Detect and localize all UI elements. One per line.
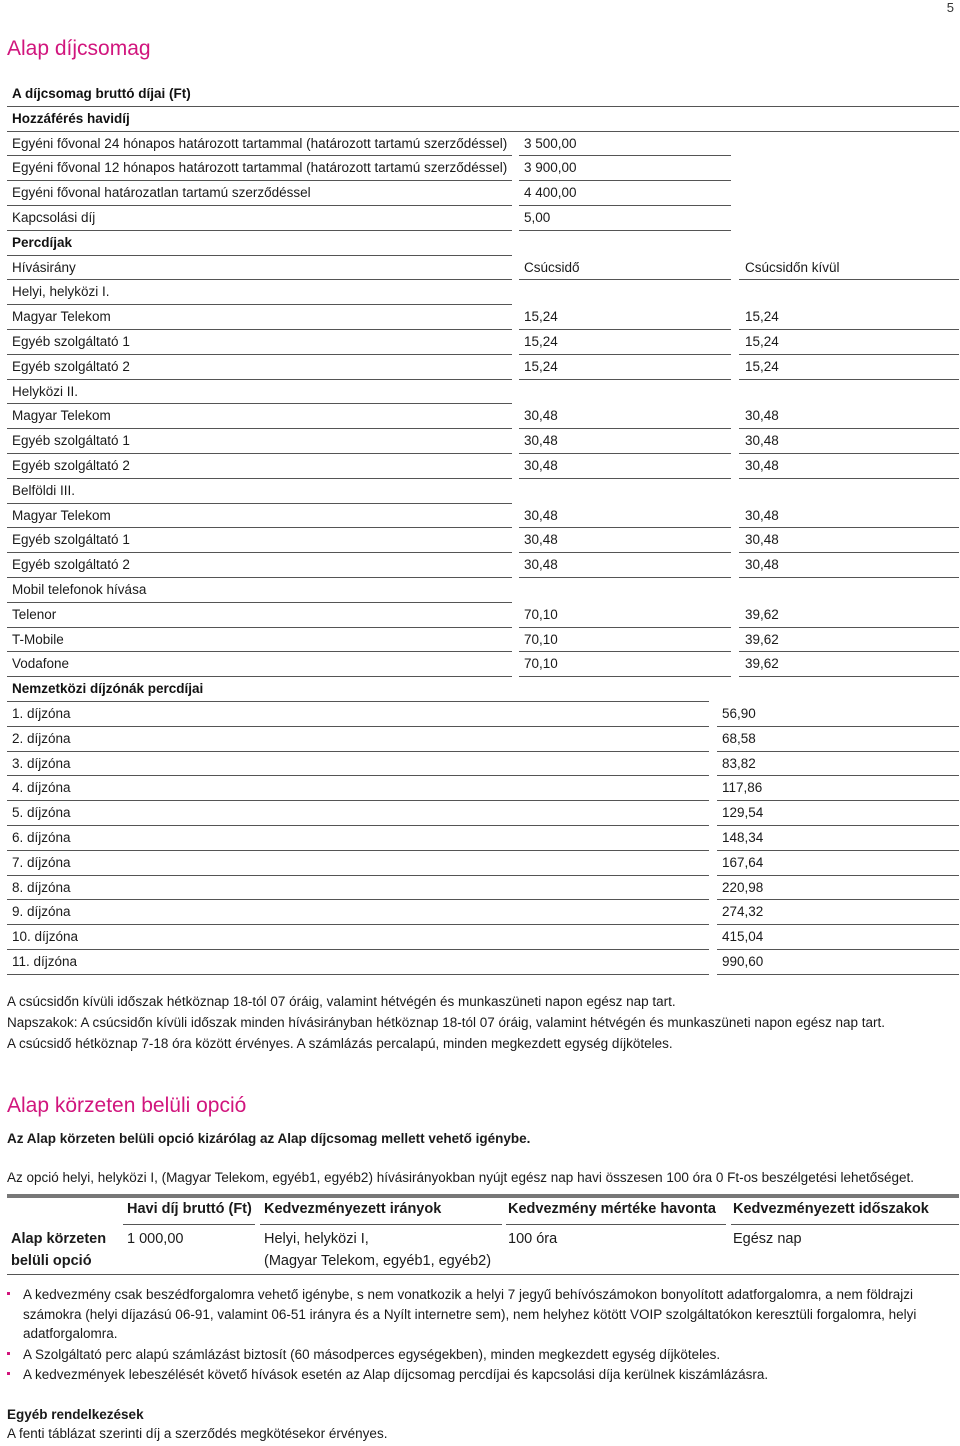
row-value: 3 900,00 bbox=[524, 160, 577, 176]
note-2: Napszakok: A csúcsidőn kívüli időszak minden hívásirányban hétköznap 18-tól 07 óráig, valamint hétvégén és munkaszüneti napon egész nap tart. bbox=[7, 1015, 886, 1030]
notes bbox=[7, 991, 952, 1054]
zone-row bbox=[7, 925, 959, 950]
option-header-directions: Kedvezményezett irányok bbox=[264, 1201, 442, 1217]
group-header-row bbox=[7, 578, 959, 603]
option-amount: 100 óra bbox=[508, 1231, 558, 1247]
zone-value: 220,98 bbox=[722, 879, 764, 895]
group-title: Mobil telefonok hívása bbox=[12, 581, 147, 597]
table-row bbox=[7, 181, 959, 206]
row-label: Vodafone bbox=[12, 656, 70, 672]
price-table bbox=[7, 82, 959, 975]
zone-label: 10. díjzóna bbox=[12, 929, 79, 945]
zone-row bbox=[7, 900, 959, 925]
offpeak-label: Csúcsidőn kívül bbox=[745, 259, 840, 275]
option-header-fee: Havi díj bruttó (Ft) bbox=[127, 1201, 252, 1217]
peak-value: 30,48 bbox=[524, 457, 558, 473]
bullet-item: A kedvezmény csak beszédforgalomra vehető igénybe, s nem vonatkozik a helyi 7 jegyű behívószámokon bonyolított adatforgalomra, a nem földrajzi számokra (helyi díjazású 06-91, valamint 06-51 irányra és a Nyílt internetre sem), nem helyhez kötött VOIP szolgáltatókon keresztüli forgalomra, helyi adatforgalomra. bbox=[7, 1285, 952, 1344]
zone-value: 167,64 bbox=[722, 854, 764, 870]
table-row bbox=[7, 330, 959, 355]
peak-value: 30,48 bbox=[524, 433, 558, 449]
access-rows bbox=[7, 132, 959, 231]
zone-rows bbox=[7, 702, 959, 975]
option-row-label-1: Alap körzeten bbox=[11, 1231, 107, 1247]
zone-label: 8. díjzóna bbox=[12, 879, 71, 895]
zone-row bbox=[7, 727, 959, 752]
zone-value: 117,86 bbox=[722, 780, 763, 796]
table-row bbox=[7, 603, 959, 628]
zone-value: 56,90 bbox=[722, 705, 756, 721]
option-period: Egész nap bbox=[733, 1231, 802, 1247]
row-label: Magyar Telekom bbox=[12, 507, 111, 523]
zone-value: 274,32 bbox=[722, 904, 764, 920]
row-label: Egyéni fővonal 12 hónapos határozott tartammal (határozott tartamú szerződéssel) bbox=[12, 160, 508, 176]
table-row bbox=[7, 206, 959, 231]
zone-label: 6. díjzóna bbox=[12, 829, 71, 845]
minute-header-row bbox=[7, 231, 959, 256]
page-number: 5 bbox=[946, 0, 954, 15]
row-value: 3 500,00 bbox=[524, 135, 577, 151]
row-label: Egyéb szolgáltató 2 bbox=[12, 358, 130, 374]
row-label: Egyéni fővonal 24 hónapos határozott tartammal (határozott tartamú szerződéssel) bbox=[12, 135, 508, 151]
row-label: Egyéb szolgáltató 1 bbox=[12, 532, 130, 548]
intl-header: Nemzetközi díjzónák percdíjai bbox=[12, 681, 204, 697]
row-label: Magyar Telekom bbox=[12, 309, 111, 325]
group-header-row bbox=[7, 479, 959, 504]
peak-value: 15,24 bbox=[524, 309, 558, 325]
table-row bbox=[7, 132, 959, 157]
peak-value: 30,48 bbox=[524, 408, 558, 424]
zone-value: 129,54 bbox=[722, 805, 764, 821]
zone-label: 4. díjzóna bbox=[12, 780, 71, 796]
zone-label: 5. díjzóna bbox=[12, 805, 71, 821]
offpeak-value: 30,48 bbox=[745, 532, 779, 548]
group-title: Helyi, helyközi I. bbox=[12, 284, 110, 300]
group-header-row bbox=[7, 380, 959, 405]
peak-value: 15,24 bbox=[524, 358, 558, 374]
offpeak-value: 15,24 bbox=[745, 333, 779, 349]
option-table-top-bar bbox=[7, 1194, 959, 1198]
row-label: Egyéni fővonal határozatlan tartamú szerződéssel bbox=[12, 185, 311, 201]
offpeak-value: 39,62 bbox=[745, 631, 779, 647]
option-header-period: Kedvezményezett időszakok bbox=[733, 1201, 929, 1217]
zone-label: 2. díjzóna bbox=[12, 730, 71, 746]
option-description: Az opció helyi, helyközi I, (Magyar Telekom, egyéb1, egyéb2) hívásirányokban nyújt egész nap havi összesen 100 óra 0 Ft-os beszélgetési lehetőséget. bbox=[7, 1170, 915, 1185]
offpeak-value: 39,62 bbox=[745, 606, 779, 622]
option-fee: 1 000,00 bbox=[127, 1231, 184, 1247]
direction-label: Hívásirány bbox=[12, 259, 76, 275]
row-label: T-Mobile bbox=[12, 631, 64, 647]
row-label: Kapcsolási díj bbox=[12, 209, 96, 225]
table-row bbox=[7, 429, 959, 454]
option-header-amount: Kedvezmény mértéke havonta bbox=[508, 1201, 716, 1217]
peak-value: 30,48 bbox=[524, 507, 558, 523]
offpeak-value: 30,48 bbox=[745, 408, 779, 424]
table-row bbox=[7, 652, 959, 677]
zone-label: 1. díjzóna bbox=[12, 705, 71, 721]
row-label: Telenor bbox=[12, 606, 57, 622]
bullet-item: A Szolgáltató perc alapú számlázást biztosít (60 másodperces egységekben), minden megkezdett egység díjköteles. bbox=[7, 1345, 952, 1365]
zone-value: 990,60 bbox=[722, 953, 764, 969]
zone-row bbox=[7, 801, 959, 826]
zone-row bbox=[7, 851, 959, 876]
zone-row bbox=[7, 950, 959, 975]
offpeak-value: 39,62 bbox=[745, 656, 779, 672]
bullet-marker-icon bbox=[7, 1372, 10, 1375]
peak-value: 70,10 bbox=[524, 631, 558, 647]
zone-label: 11. díjzóna bbox=[12, 953, 78, 969]
offpeak-value: 30,48 bbox=[745, 433, 779, 449]
table-row bbox=[7, 156, 959, 181]
peak-label: Csúcsidő bbox=[524, 259, 580, 275]
offpeak-value: 15,24 bbox=[745, 309, 779, 325]
table-row bbox=[7, 628, 959, 653]
row-label: Egyéb szolgáltató 2 bbox=[12, 557, 130, 573]
option-row-label bbox=[11, 1228, 106, 1272]
minute-header: Percdíjak bbox=[12, 234, 73, 250]
row-value: 5,00 bbox=[524, 209, 551, 225]
group-title: Helyközi II. bbox=[12, 383, 79, 399]
zone-row bbox=[7, 876, 959, 901]
option-row-label-2: belüli opció bbox=[11, 1253, 92, 1269]
option-directions-1: Helyi, helyközi I, bbox=[264, 1231, 369, 1247]
row-label: Egyéb szolgáltató 1 bbox=[12, 433, 130, 449]
peak-value: 70,10 bbox=[524, 606, 558, 622]
option-directions bbox=[264, 1228, 491, 1272]
zone-value: 68,58 bbox=[722, 730, 756, 746]
bullet-marker-icon bbox=[7, 1292, 10, 1295]
other-title: Egyéb rendelkezések bbox=[7, 1407, 144, 1422]
zone-label: 9. díjzóna bbox=[12, 904, 71, 920]
row-label: Egyéb szolgáltató 2 bbox=[12, 457, 130, 473]
zone-row bbox=[7, 826, 959, 851]
zone-row bbox=[7, 776, 959, 801]
direction-header-row bbox=[7, 256, 959, 281]
zone-value: 148,34 bbox=[722, 829, 764, 845]
zone-label: 3. díjzóna bbox=[12, 755, 71, 771]
access-header-row bbox=[7, 107, 959, 132]
option-directions-2: (Magyar Telekom, egyéb1, egyéb2) bbox=[264, 1253, 492, 1269]
zone-label: 7. díjzóna bbox=[12, 854, 71, 870]
peak-value: 15,24 bbox=[524, 333, 558, 349]
group-header-row bbox=[7, 280, 959, 305]
group-title: Belföldi III. bbox=[12, 482, 76, 498]
row-label: Magyar Telekom bbox=[12, 408, 111, 424]
intl-header-row bbox=[7, 677, 959, 702]
table-row bbox=[7, 305, 959, 330]
table-title: A díjcsomag bruttó díjai (Ft) bbox=[12, 86, 191, 101]
offpeak-value: 15,24 bbox=[745, 358, 779, 374]
table-row bbox=[7, 504, 959, 529]
table-row bbox=[7, 553, 959, 578]
offpeak-value: 30,48 bbox=[745, 507, 779, 523]
zone-value: 415,04 bbox=[722, 929, 764, 945]
zone-row bbox=[7, 702, 959, 727]
bullet-marker-icon bbox=[7, 1352, 10, 1355]
note-1: A csúcsidőn kívüli időszak hétköznap 18-tól 07 óráig, valamint hétvégén és munkaszüneti napon egész nap tart. bbox=[7, 994, 676, 1009]
row-label: Egyéb szolgáltató 1 bbox=[12, 333, 130, 349]
rate-groups bbox=[7, 280, 959, 677]
peak-value: 70,10 bbox=[524, 656, 558, 672]
bullet-item: A kedvezmények lebeszélését követő hívások esetén az Alap díjcsomag percdíjai és kapcsolási díja kerülnek kiszámlázásra. bbox=[7, 1365, 952, 1385]
table-row bbox=[7, 355, 959, 380]
offpeak-value: 30,48 bbox=[745, 457, 779, 473]
peak-value: 30,48 bbox=[524, 557, 558, 573]
zone-value: 83,82 bbox=[722, 755, 756, 771]
option-intro: Az Alap körzeten belüli opció kizárólag az Alap díjcsomag mellett vehető igénybe. bbox=[7, 1131, 531, 1146]
note-3: A csúcsidő hétköznap 7-18 óra között érvényes. A számlázás percalapú, minden megkezdett egység díjköteles. bbox=[7, 1036, 673, 1051]
offpeak-value: 30,48 bbox=[745, 557, 779, 573]
section-title-alap-korzeten: Alap körzeten belüli opció bbox=[7, 1094, 247, 1117]
peak-value: 30,48 bbox=[524, 532, 558, 548]
table-row bbox=[7, 454, 959, 479]
row-value: 4 400,00 bbox=[524, 185, 577, 201]
bullet-list bbox=[7, 1285, 952, 1386]
zone-row bbox=[7, 752, 959, 777]
section-title-alap-dijcsomag: Alap díjcsomag bbox=[7, 37, 151, 60]
access-header: Hozzáférés havidíj bbox=[12, 110, 130, 126]
other-text: A fenti táblázat szerinti díj a szerződés megkötésekor érvényes. bbox=[7, 1426, 388, 1441]
table-title-row bbox=[7, 82, 959, 107]
table-row bbox=[7, 404, 959, 429]
table-row bbox=[7, 528, 959, 553]
